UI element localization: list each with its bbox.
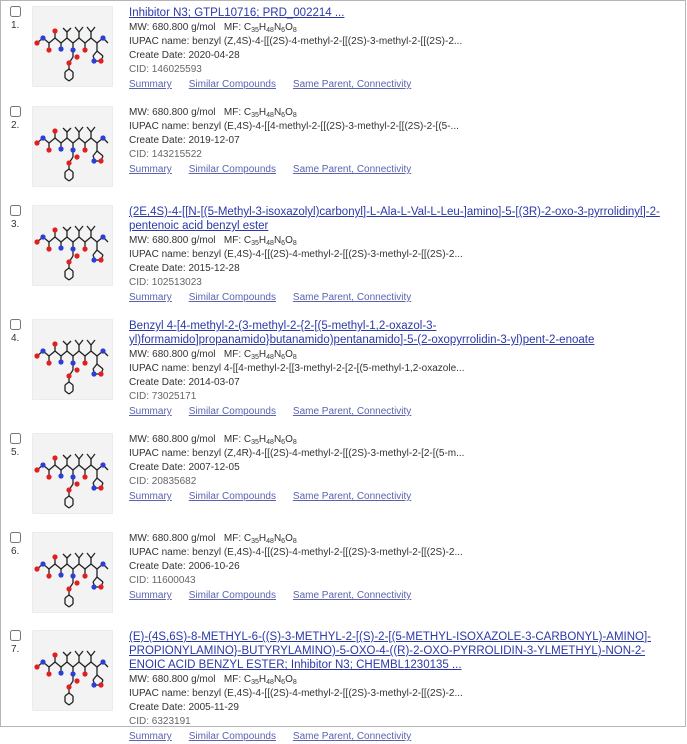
- result-links: [129, 729, 679, 744]
- result-info: [129, 319, 679, 419]
- create-date: Create Date: 2007-12-05: [129, 462, 240, 473]
- result-info: [129, 6, 679, 92]
- similar-compounds-link[interactable]: Similar Compounds: [188, 590, 276, 601]
- mf-label: MF:: [223, 533, 242, 544]
- compound-title-link[interactable]: Inhibitor N3; GTPL10716; PRD_002214 ...: [129, 7, 345, 19]
- result-index: 3.: [11, 219, 20, 230]
- molecular-formula: $C_{35}H_{48}N_6O_8$: [243, 107, 297, 119]
- result-index: 5.: [11, 447, 20, 458]
- result-info: [129, 205, 679, 305]
- mf-label: MF:: [223, 22, 242, 33]
- summary-link[interactable]: Summary: [129, 164, 172, 175]
- result-links: [129, 162, 679, 177]
- create-date: Create Date: 2019-12-07: [129, 135, 240, 146]
- molecular-weight: MW: 680.800 g/mol: [129, 107, 216, 118]
- molecular-weight-line: [129, 433, 679, 447]
- structure-thumbnail[interactable]: [32, 106, 113, 187]
- similar-compounds-link[interactable]: Similar Compounds: [188, 292, 276, 303]
- molecular-weight-line: [129, 348, 679, 362]
- summary-link[interactable]: Summary: [129, 590, 172, 601]
- similar-compounds-link[interactable]: Similar Compounds: [188, 731, 276, 742]
- iupac-name: IUPAC name: benzyl (Z,4R)-4-[[(2S)-4-methyl-2-[[(2S)-3-methyl-2-[2-[(5-m...: [129, 448, 465, 459]
- molecular-formula: $C_{35}H_{48}N_6O_8$: [243, 434, 297, 446]
- mf-label: MF:: [223, 107, 242, 118]
- molecular-weight: MW: 680.800 g/mol: [129, 434, 216, 445]
- result-info: [129, 433, 679, 504]
- iupac-name: IUPAC name: benzyl (Z,4S)-4-[[(2S)-4-methyl-2-[[(2S)-3-methyl-2-[[(2S)-2...: [129, 36, 463, 47]
- summary-link[interactable]: Summary: [129, 491, 172, 502]
- same-parent-connectivity-link[interactable]: Same Parent, Connectivity: [292, 590, 412, 601]
- iupac-name: IUPAC name: benzyl (E,4S)-4-[[(2S)-4-methyl-2-[[(2S)-3-methyl-2-[[(2S)-2...: [129, 249, 463, 260]
- compound-title-link[interactable]: Benzyl 4-[4-methyl-2-(3-methyl-2-{2-[(5-methyl-1,2-oxazol-3-yl)formamido]propanamido}butanamido)pentanamido]-5-(2-oxopyrrolidin-3-yl)pent-2-enoate: [129, 320, 595, 346]
- result-checkbox[interactable]: [10, 6, 21, 17]
- structure-thumbnail[interactable]: [32, 6, 113, 87]
- molecule-structure-icon: [33, 533, 112, 612]
- summary-link[interactable]: Summary: [129, 292, 172, 303]
- result-links: [129, 77, 679, 92]
- molecular-weight: MW: 680.800 g/mol: [129, 674, 216, 685]
- summary-link[interactable]: Summary: [129, 406, 172, 417]
- iupac-name: IUPAC name: benzyl (E,4S)-4-[[(2S)-4-methyl-2-[[(2S)-3-methyl-2-[[(2S)-2...: [129, 688, 463, 699]
- result-checkbox[interactable]: [10, 319, 21, 330]
- result-links: [129, 588, 679, 603]
- molecular-weight-line: [129, 21, 679, 35]
- molecular-formula: $C_{35}H_{48}N_6O_8$: [243, 22, 297, 34]
- iupac-name: IUPAC name: benzyl (E,4S)-4-[[(2S)-4-methyl-2-[[(2S)-3-methyl-2-[[(2S)-2...: [129, 547, 463, 558]
- compound-cid: CID: 73025171: [129, 391, 197, 402]
- result-index: 2.: [11, 120, 20, 131]
- molecule-structure-icon: [33, 206, 112, 285]
- molecular-weight: MW: 680.800 g/mol: [129, 349, 216, 360]
- summary-link[interactable]: Summary: [129, 731, 172, 742]
- compound-cid: CID: 20835682: [129, 476, 197, 487]
- molecular-weight: MW: 680.800 g/mol: [129, 533, 216, 544]
- same-parent-connectivity-link[interactable]: Same Parent, Connectivity: [292, 292, 412, 303]
- molecular-formula: $C_{35}H_{48}N_6O_8$: [243, 349, 297, 361]
- structure-thumbnail[interactable]: [32, 319, 113, 400]
- result-links: [129, 290, 679, 305]
- molecular-weight-line: [129, 532, 679, 546]
- molecular-formula: $C_{35}H_{48}N_6O_8$: [243, 674, 297, 686]
- compound-cid: CID: 6323191: [129, 716, 191, 727]
- result-checkbox[interactable]: [10, 630, 21, 641]
- same-parent-connectivity-link[interactable]: Same Parent, Connectivity: [292, 491, 412, 502]
- summary-link[interactable]: Summary: [129, 79, 172, 90]
- result-info: [129, 532, 679, 603]
- result-links: [129, 404, 679, 419]
- molecule-structure-icon: [33, 631, 112, 710]
- iupac-name: IUPAC name: benzyl 4-[[4-methyl-2-[[3-methyl-2-[2-[(5-methyl-1,2-oxazole...: [129, 363, 465, 374]
- molecular-weight-line: [129, 673, 679, 687]
- create-date: Create Date: 2005-11-29: [129, 702, 239, 713]
- same-parent-connectivity-link[interactable]: Same Parent, Connectivity: [292, 406, 412, 417]
- compound-cid: CID: 102513023: [129, 277, 202, 288]
- create-date: Create Date: 2015-12-28: [129, 263, 240, 274]
- structure-thumbnail[interactable]: [32, 433, 113, 514]
- molecule-structure-icon: [33, 320, 112, 399]
- molecule-structure-icon: [33, 434, 112, 513]
- result-info: [129, 106, 679, 177]
- structure-thumbnail[interactable]: [32, 630, 113, 711]
- result-checkbox[interactable]: [10, 532, 21, 543]
- create-date: Create Date: 2014-03-07: [129, 377, 240, 388]
- compound-title-link[interactable]: (2E,4S)-4-[[N-[(5-Methyl-3-isoxazolyl)carbonyl]-L-Ala-L-Val-L-Leu-]amino]-5-[(3R)-2-oxo-3-pyrrolidinyl]-2-pentenoic acid benzyl ester: [129, 206, 660, 232]
- structure-thumbnail[interactable]: [32, 532, 113, 613]
- result-checkbox[interactable]: [10, 106, 21, 117]
- compound-cid: CID: 146025593: [129, 64, 202, 75]
- result-index: 7.: [11, 644, 20, 655]
- molecule-structure-icon: [33, 107, 112, 186]
- molecular-weight-line: [129, 106, 679, 120]
- mf-label: MF:: [223, 674, 242, 685]
- similar-compounds-link[interactable]: Similar Compounds: [188, 164, 276, 175]
- mf-label: MF:: [223, 235, 242, 246]
- similar-compounds-link[interactable]: Similar Compounds: [188, 406, 276, 417]
- similar-compounds-link[interactable]: Similar Compounds: [188, 79, 276, 90]
- result-index: 4.: [11, 333, 20, 344]
- structure-thumbnail[interactable]: [32, 205, 113, 286]
- molecular-formula: $C_{35}H_{48}N_6O_8$: [243, 235, 297, 247]
- create-date: Create Date: 2006-10-26: [129, 561, 240, 572]
- result-links: [129, 489, 679, 504]
- molecular-weight: MW: 680.800 g/mol: [129, 22, 216, 33]
- result-index: 1.: [11, 20, 20, 31]
- molecular-formula: $C_{35}H_{48}N_6O_8$: [243, 533, 297, 545]
- create-date: Create Date: 2020-04-28: [129, 50, 240, 61]
- iupac-name: IUPAC name: benzyl (E,4S)-4-[[4-methyl-2-[[(2S)-3-methyl-2-[[(2S)-2-[(5-...: [129, 121, 459, 132]
- similar-compounds-link[interactable]: Similar Compounds: [188, 491, 276, 502]
- mf-label: MF:: [223, 434, 242, 445]
- compound-cid: CID: 11600043: [129, 575, 196, 586]
- compound-cid: CID: 143215522: [129, 149, 202, 160]
- result-checkbox[interactable]: [10, 205, 21, 216]
- result-index: 6.: [11, 546, 20, 557]
- result-info: [129, 630, 679, 744]
- molecular-weight: MW: 680.800 g/mol: [129, 235, 216, 246]
- result-checkbox[interactable]: [10, 433, 21, 444]
- same-parent-connectivity-link[interactable]: Same Parent, Connectivity: [292, 731, 412, 742]
- same-parent-connectivity-link[interactable]: Same Parent, Connectivity: [292, 164, 412, 175]
- same-parent-connectivity-link[interactable]: Same Parent, Connectivity: [292, 79, 412, 90]
- molecular-weight-line: [129, 234, 679, 248]
- mf-label: MF:: [223, 349, 242, 360]
- compound-title-link[interactable]: (E)-(4S,6S)-8-METHYL-6-((S)-3-METHYL-2-[(S)-2-[(5-METHYL-ISOXAZOLE-3-CARBONYL)-AMINO]-PROPIONYLAMINO}-BUTYRYLAMINO)-5-OXO-4-((R)-2-OXO-PYRROLIDIN-3-YLMETHYL)-NON-2-ENOIC ACID BENZYL ESTER; Inhibitor N3; CHEMBL1230135 ...: [129, 631, 652, 671]
- molecule-structure-icon: [33, 7, 112, 86]
